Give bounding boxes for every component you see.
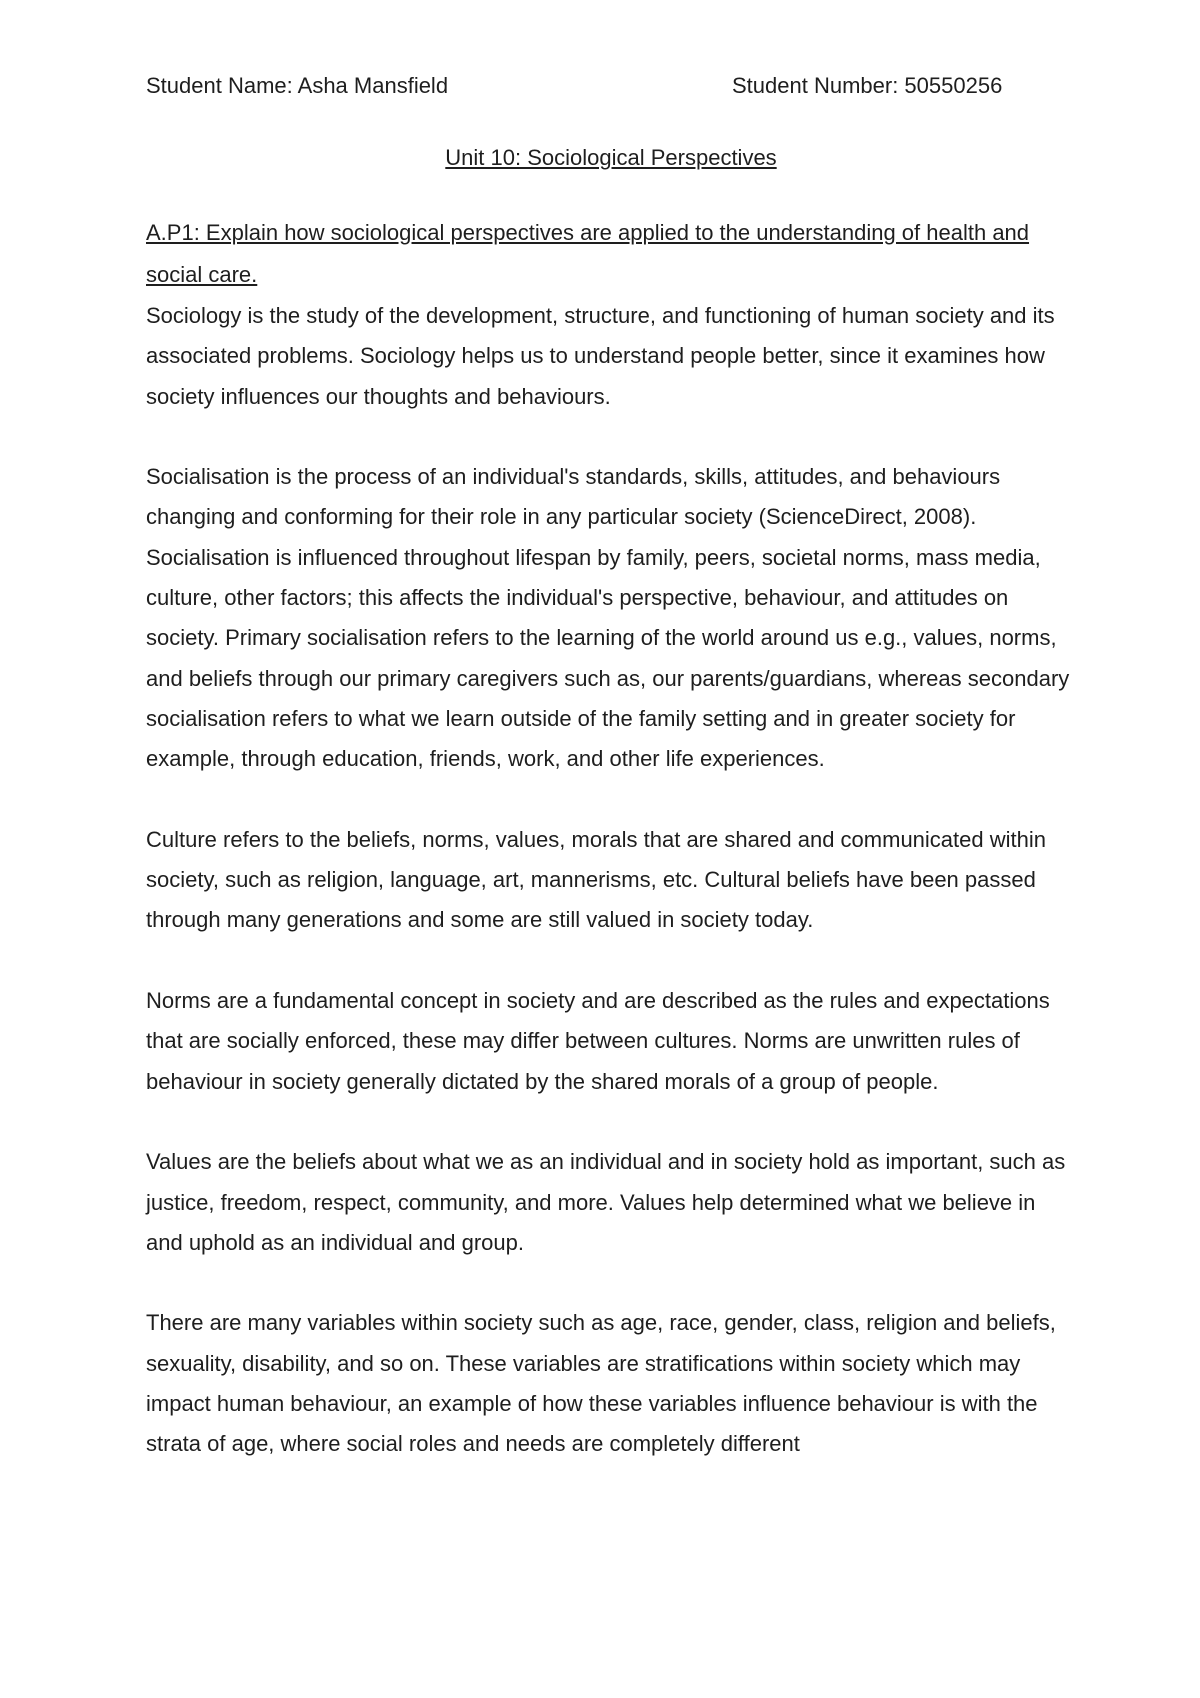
- document-title: Unit 10: Sociological Perspectives: [445, 145, 777, 170]
- paragraph-culture: Culture refers to the beliefs, norms, values, morals that are shared and communicated within society, such as religion, language, art, mannerisms, etc. Cultural beliefs have been passed through many generations and some are still valued in society today.: [146, 826, 1046, 933]
- document-header: [146, 68, 1076, 104]
- paragraph-sociology: Sociology is the study of the development, structure, and functioning of human society and its associated problems. Sociology helps us to understand people better, since it examines how society influences our thoughts and behaviours.: [146, 303, 1055, 409]
- paragraph-socialisation: Socialisation is the process of an individual's standards, skills, attitudes, and behaviours changing and conforming for their role in any particular society (ScienceDirect, 2008). Socialisation is influenced throughout lifespan by family, peers, societal norms, mass media, culture, other factors; this affects the individual's perspective, behaviour, and attitudes on society. Primary socialisation refers to the learning of the world around us e.g., values, norms, and beliefs through our primary caregivers such as, our parents/guardians, whereas secondary socialisation refers to what we learn outside of the family setting and in greater society for example, through education, friends, work, and other life experiences.: [146, 464, 1070, 772]
- student-name: Student Name: Asha Mansfield: [146, 73, 449, 98]
- paragraph-spacer: [146, 1263, 1076, 1303]
- document-body: [146, 68, 1076, 1465]
- paragraph-spacer: [146, 780, 1076, 820]
- student-number: Student Number: 50550256: [732, 73, 1003, 98]
- paragraph-spacer: [146, 1102, 1076, 1142]
- paragraph-spacer: [146, 417, 1076, 457]
- paragraph-norms: Norms are a fundamental concept in society and are described as the rules and expectations that are socially enforced, these may differ between cultures. Norms are unwritten rules of behaviour in society generally dictated by the shared morals of a group of people.: [146, 988, 1050, 1094]
- section-heading: A.P1: Explain how sociological perspectives are applied to the understanding of health and social care.: [146, 220, 1030, 287]
- paragraph-values: Values are the beliefs about what we as an individual and in society hold as important, such as justice, freedom, respect, community, and more. Values help determined what we believe in and uphold as an individual and group.: [146, 1149, 1066, 1255]
- paragraph-spacer: [146, 941, 1076, 981]
- paragraph-variables: There are many variables within society such as age, race, gender, class, religion and beliefs, sexuality, disability, and so on. These variables are stratifications within society which may impact human behaviour, an example of how these variables influence behaviour is with the strata of age, where social roles and needs are completely different: [146, 1310, 1056, 1457]
